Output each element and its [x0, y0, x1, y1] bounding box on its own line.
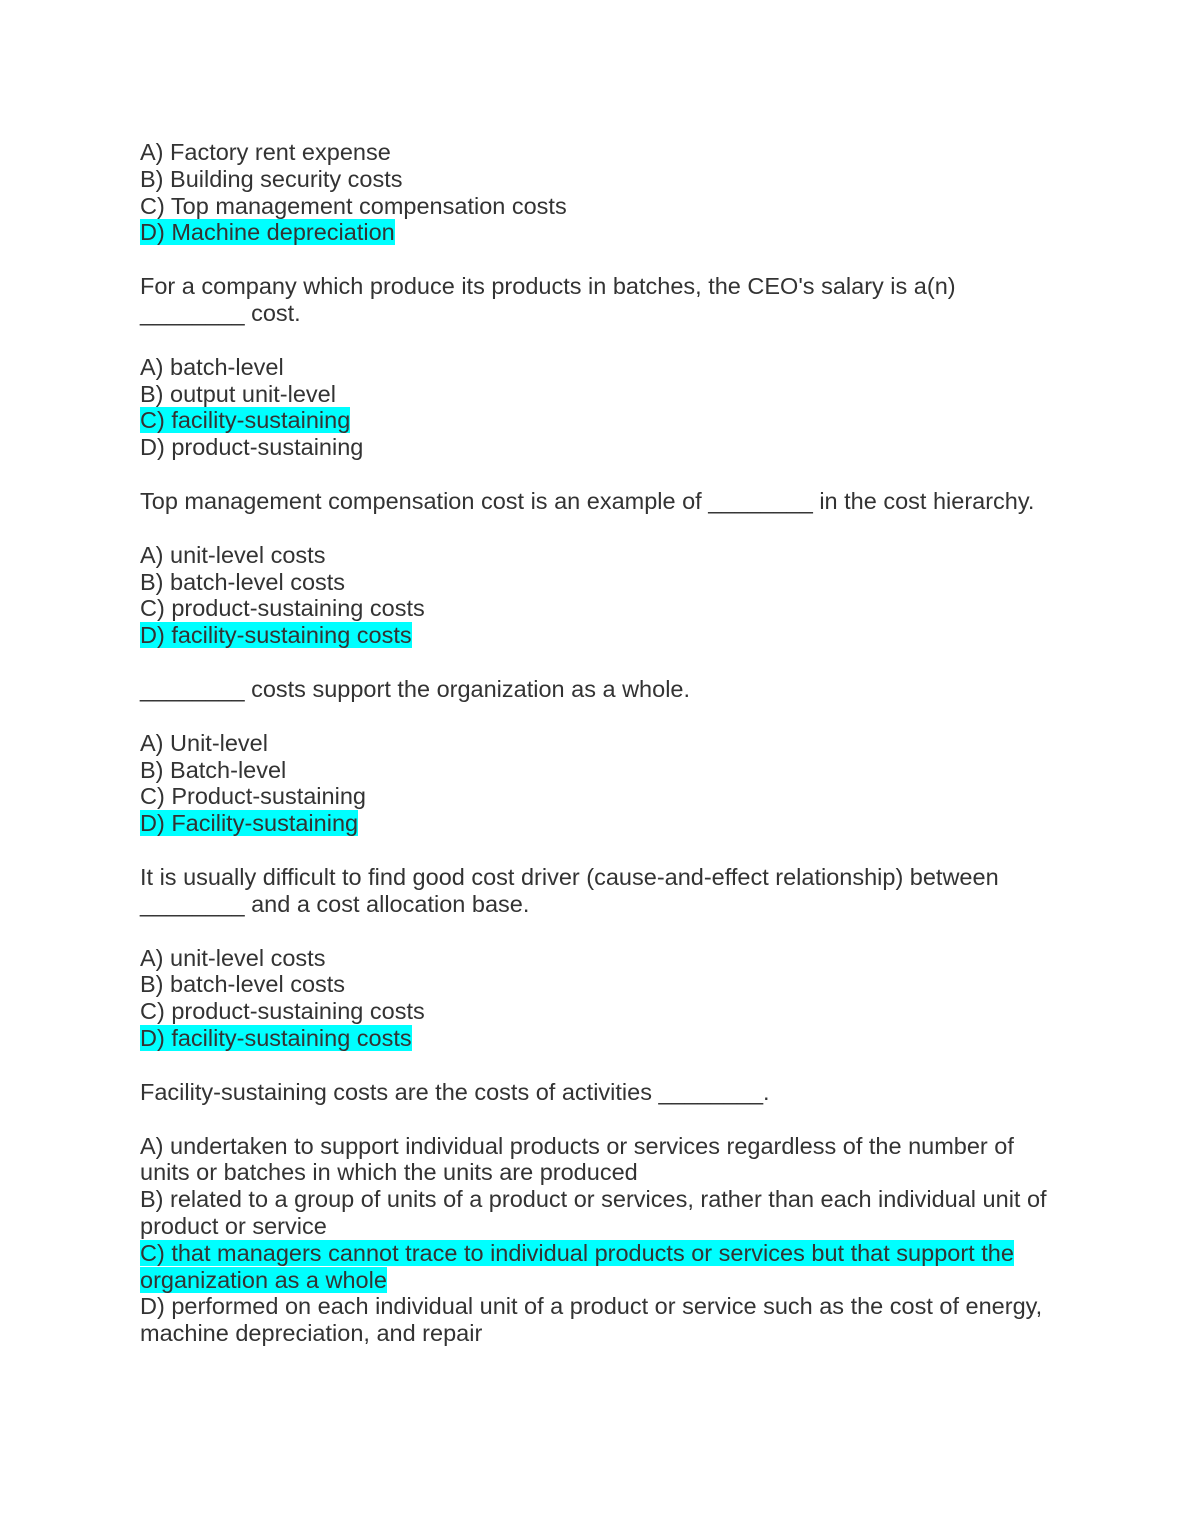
answer-option-correct: [140, 219, 1070, 246]
answer-options: [140, 542, 1070, 649]
answer-options: [140, 139, 1070, 246]
block-spacer: [140, 649, 1070, 676]
answer-text: A) batch-level: [140, 353, 284, 380]
answer-options: [140, 945, 1070, 1052]
answer-option: [140, 1159, 1070, 1186]
block-spacer: [140, 327, 1070, 354]
answer-text: C) product-sustaining costs: [140, 998, 425, 1025]
answer-text: B) output unit-level: [140, 380, 336, 407]
answer-text: units or batches in which the units are produced: [140, 1159, 638, 1186]
highlighted-answer-text: C) facility-sustaining: [140, 407, 351, 434]
answer-text: product or service: [140, 1212, 327, 1239]
question-line: For a company which produce its products in batches, the CEO's salary is a(n): [140, 273, 956, 300]
block-spacer: [140, 461, 1070, 488]
answer-option: [140, 945, 1070, 972]
answer-option: [140, 166, 1070, 193]
highlighted-answer-text: D) Facility-sustaining: [140, 810, 359, 837]
block-spacer: [140, 246, 1070, 273]
answer-text: machine depreciation, and repair: [140, 1320, 483, 1347]
question-line: It is usually difficult to find good cost driver (cause-and-effect relationship) between: [140, 863, 999, 890]
answer-text: C) Top management compensation costs: [140, 192, 567, 219]
answer-text: A) unit-level costs: [140, 944, 326, 971]
block-spacer: [140, 918, 1070, 945]
question-stem: [140, 273, 1070, 327]
question-line: ________ costs support the organization as a whole.: [140, 675, 691, 702]
answer-option: [140, 757, 1070, 784]
answer-options: [140, 354, 1070, 461]
answer-option: [140, 971, 1070, 998]
question-stem: [140, 488, 1070, 515]
highlighted-answer-text: D) facility-sustaining costs: [140, 1024, 412, 1051]
answer-text: B) Batch-level: [140, 756, 287, 783]
block-spacer: [140, 1106, 1070, 1133]
answer-options: [140, 1133, 1070, 1347]
answer-text: B) related to a group of units of a product or services, rather than each individual unit of: [140, 1186, 1047, 1213]
highlighted-answer-text: D) facility-sustaining costs: [140, 622, 412, 649]
answer-text: A) undertaken to support individual products or services regardless of the number of: [140, 1132, 1014, 1159]
answer-option: [140, 542, 1070, 569]
question-line: Top management compensation cost is an example of ________ in the cost hierarchy.: [140, 487, 1035, 514]
answer-text: D) product-sustaining: [140, 434, 364, 461]
answer-text: B) batch-level costs: [140, 568, 346, 595]
answer-option: [140, 569, 1070, 596]
answer-option: [140, 434, 1070, 461]
answer-option: [140, 354, 1070, 381]
answer-option: [140, 1186, 1070, 1213]
answer-options: [140, 730, 1070, 837]
answer-option: [140, 1213, 1070, 1240]
answer-option-correct: [140, 1240, 1070, 1267]
answer-text: D) performed on each individual unit of a product or service such as the cost of energy,: [140, 1293, 1043, 1320]
answer-text: C) Product-sustaining: [140, 783, 366, 810]
answer-text: A) unit-level costs: [140, 541, 326, 568]
answer-text: B) Building security costs: [140, 165, 403, 192]
answer-text: B) batch-level costs: [140, 971, 346, 998]
answer-option: [140, 381, 1070, 408]
question-stem: [140, 676, 1070, 703]
answer-text: A) Unit-level: [140, 729, 268, 756]
answer-text: C) product-sustaining costs: [140, 595, 425, 622]
answer-option: [140, 1133, 1070, 1160]
answer-option: [140, 193, 1070, 220]
question-line: ________ cost.: [140, 299, 301, 326]
answer-option: [140, 1320, 1070, 1347]
block-spacer: [140, 1052, 1070, 1079]
question-line: Facility-sustaining costs are the costs of activities ________.: [140, 1078, 770, 1105]
block-spacer: [140, 703, 1070, 730]
answer-option-correct: [140, 622, 1070, 649]
question-line: ________ and a cost allocation base.: [140, 890, 530, 917]
highlighted-answer-text: organization as a whole: [140, 1266, 387, 1293]
question-stem: [140, 1079, 1070, 1106]
answer-text: A) Factory rent expense: [140, 139, 391, 165]
highlighted-answer-text: C) that managers cannot trace to individual products or services but that support the: [140, 1239, 1014, 1266]
answer-option-correct: [140, 1025, 1070, 1052]
answer-option-correct: [140, 1267, 1070, 1294]
answer-option: [140, 998, 1070, 1025]
block-spacer: [140, 837, 1070, 864]
answer-option: [140, 139, 1070, 166]
answer-option: [140, 595, 1070, 622]
highlighted-answer-text: D) Machine depreciation: [140, 219, 395, 246]
answer-option: [140, 1293, 1070, 1320]
answer-option-correct: [140, 407, 1070, 434]
answer-option: [140, 730, 1070, 757]
answer-option: [140, 783, 1070, 810]
block-spacer: [140, 515, 1070, 542]
answer-option-correct: [140, 810, 1070, 837]
question-stem: [140, 864, 1070, 918]
